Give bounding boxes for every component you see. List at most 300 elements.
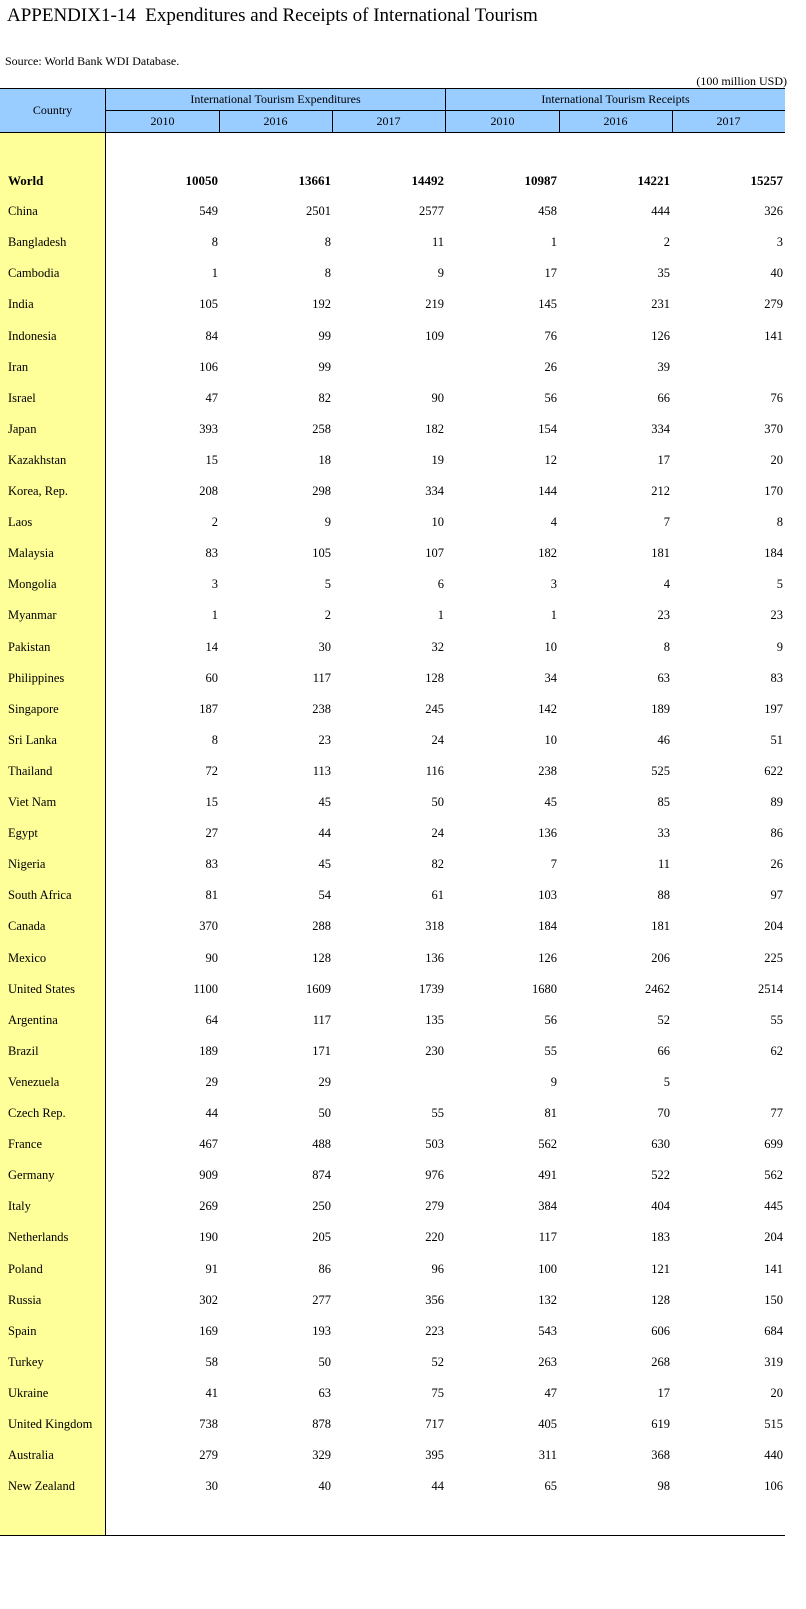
- value-cell: 30: [318, 639, 331, 654]
- value-cell: 197: [764, 701, 783, 716]
- value-cell: 268: [651, 1354, 670, 1369]
- value-cell: 874: [312, 1168, 331, 1183]
- value-cell: 23: [770, 608, 783, 623]
- table-row: [0, 1098, 785, 1129]
- value-cell: 356: [425, 1292, 444, 1307]
- value-cell: 97: [770, 888, 783, 903]
- value-cell: 29: [318, 1074, 331, 1089]
- country-name: World: [8, 173, 44, 188]
- value-cell: 9: [324, 515, 331, 530]
- value-cell: 128: [312, 950, 331, 965]
- country-name: Mexico: [8, 950, 47, 965]
- value-cell: 15: [205, 452, 218, 467]
- value-cell: 630: [651, 1137, 670, 1152]
- year-header-rec-2010: 2010: [446, 111, 559, 133]
- value-cell: 5: [776, 577, 783, 592]
- value-cell: 24: [431, 732, 444, 747]
- country-name: Australia: [8, 1448, 54, 1463]
- table-row: [0, 1160, 785, 1191]
- country-name: Iran: [8, 359, 29, 374]
- value-cell: 8: [211, 235, 218, 250]
- value-cell: 549: [199, 204, 218, 219]
- value-cell: 30: [205, 1479, 218, 1494]
- value-cell: 60: [205, 670, 218, 685]
- table-row: [0, 725, 785, 756]
- value-cell: 52: [657, 1012, 670, 1027]
- value-cell: 40: [770, 266, 783, 281]
- value-cell: 66: [657, 390, 670, 405]
- value-cell: 44: [205, 1106, 218, 1120]
- table-row: [0, 849, 785, 880]
- value-cell: 39: [657, 359, 670, 374]
- value-cell: 75: [431, 1385, 444, 1400]
- value-cell: 189: [651, 701, 670, 716]
- value-cell: 368: [651, 1448, 670, 1463]
- table-row: [0, 818, 785, 849]
- value-cell: 34: [544, 670, 557, 685]
- table-row: [0, 694, 785, 725]
- value-cell: 99: [318, 359, 331, 374]
- value-cell: 515: [764, 1417, 783, 1431]
- value-cell: 258: [312, 421, 331, 436]
- value-cell: 204: [764, 1230, 783, 1245]
- value-cell: 525: [651, 763, 670, 778]
- country-name: Pakistan: [8, 639, 51, 654]
- year-header-rec-2017: 2017: [672, 111, 785, 133]
- value-cell: 2501: [306, 204, 331, 219]
- value-cell: 334: [425, 484, 444, 498]
- value-cell: 132: [538, 1292, 557, 1307]
- value-cell: 90: [205, 950, 218, 965]
- value-cell: 622: [764, 763, 783, 778]
- value-cell: 181: [651, 546, 670, 561]
- value-cell: 66: [657, 1043, 670, 1058]
- table-row: [0, 445, 785, 476]
- value-cell: 279: [425, 1199, 444, 1214]
- value-cell: 106: [764, 1479, 783, 1494]
- value-cell: 238: [538, 763, 557, 778]
- value-cell: 17: [657, 452, 670, 467]
- value-cell: 106: [199, 359, 218, 374]
- value-cell: 105: [312, 546, 331, 561]
- value-cell: 82: [431, 857, 444, 872]
- value-cell: 230: [425, 1043, 444, 1058]
- value-cell: 395: [425, 1448, 444, 1463]
- value-cell: 116: [425, 763, 444, 778]
- value-cell: 90: [431, 390, 444, 405]
- value-cell: 170: [764, 484, 783, 498]
- value-cell: 24: [431, 826, 444, 841]
- value-cell: 3: [550, 577, 557, 592]
- value-cell: 182: [425, 421, 444, 436]
- table-row: [0, 569, 785, 600]
- value-cell: 5: [663, 1074, 670, 1089]
- country-name: India: [8, 297, 34, 312]
- value-cell: 54: [318, 888, 331, 903]
- value-cell: 393: [199, 421, 218, 436]
- country-name: Canada: [8, 919, 46, 934]
- value-cell: 89: [770, 795, 783, 809]
- value-cell: 136: [425, 950, 444, 965]
- value-cell: 204: [764, 919, 783, 934]
- header-divider: [332, 111, 333, 133]
- country-name: Czech Rep.: [8, 1106, 66, 1120]
- value-cell: 96: [431, 1261, 444, 1276]
- value-cell: 86: [770, 826, 783, 841]
- value-cell: 1: [550, 608, 557, 623]
- value-cell: 717: [425, 1417, 444, 1431]
- value-cell: 503: [425, 1137, 444, 1152]
- value-cell: 543: [538, 1323, 557, 1338]
- value-cell: 3: [776, 235, 783, 250]
- country-name: Laos: [8, 515, 33, 530]
- value-cell: 250: [312, 1199, 331, 1214]
- country-name: Thailand: [8, 763, 53, 778]
- country-name: Myanmar: [8, 608, 57, 623]
- value-cell: 29: [205, 1074, 218, 1089]
- value-cell: 64: [205, 1012, 218, 1027]
- country-name: Mongolia: [8, 577, 57, 592]
- value-cell: 88: [657, 888, 670, 903]
- value-cell: 231: [651, 297, 670, 312]
- value-cell: 40: [318, 1479, 331, 1494]
- value-cell: 370: [764, 421, 783, 436]
- value-cell: 319: [764, 1354, 783, 1369]
- value-cell: 10987: [524, 173, 557, 188]
- country-name: Sri Lanka: [8, 732, 57, 747]
- value-cell: 99: [318, 328, 331, 343]
- value-cell: 467: [199, 1137, 218, 1152]
- table-row: [0, 1409, 785, 1440]
- table-row: [0, 1254, 785, 1285]
- country-name: Singapore: [8, 701, 59, 716]
- country-name: South Africa: [8, 888, 72, 903]
- value-cell: 50: [318, 1106, 331, 1120]
- value-cell: 23: [657, 608, 670, 623]
- value-cell: 7: [663, 515, 670, 530]
- country-name: France: [8, 1137, 43, 1152]
- value-cell: 458: [538, 204, 557, 219]
- table-row: [0, 1067, 785, 1098]
- value-cell: 98: [657, 1479, 670, 1494]
- value-cell: 55: [431, 1106, 444, 1120]
- value-cell: 2514: [758, 981, 783, 996]
- table-row: [0, 1378, 785, 1409]
- value-cell: 225: [764, 950, 783, 965]
- country-name: Ukraine: [8, 1385, 49, 1400]
- value-cell: 142: [538, 701, 557, 716]
- table-row: [0, 258, 785, 289]
- value-cell: 154: [538, 421, 557, 436]
- value-cell: 47: [205, 390, 218, 405]
- value-cell: 121: [651, 1261, 670, 1276]
- value-cell: 405: [538, 1417, 557, 1431]
- value-cell: 189: [199, 1043, 218, 1058]
- table-row: [0, 600, 785, 631]
- value-cell: 187: [199, 701, 218, 716]
- value-cell: 26: [544, 359, 557, 374]
- value-cell: 9: [437, 266, 444, 281]
- value-cell: 223: [425, 1323, 444, 1338]
- header-divider: [219, 111, 220, 133]
- value-cell: 311: [538, 1448, 557, 1463]
- table-row: [0, 1005, 785, 1036]
- value-cell: 81: [205, 888, 218, 903]
- value-cell: 150: [764, 1292, 783, 1307]
- value-cell: 9: [550, 1074, 557, 1089]
- country-name: United Kingdom: [8, 1417, 93, 1431]
- value-cell: 491: [538, 1168, 557, 1183]
- value-cell: 184: [764, 546, 783, 561]
- value-cell: 1680: [532, 981, 557, 996]
- value-cell: 20: [770, 452, 783, 467]
- value-cell: 1: [550, 235, 557, 250]
- value-cell: 41: [205, 1385, 218, 1400]
- country-name: Venezuela: [8, 1074, 60, 1089]
- table-row: [0, 227, 785, 258]
- value-cell: 45: [544, 795, 557, 809]
- value-cell: 56: [544, 1012, 557, 1027]
- value-cell: 32: [431, 639, 444, 654]
- country-name: Germany: [8, 1168, 55, 1183]
- table-row: [0, 507, 785, 538]
- table-row: [0, 1191, 785, 1222]
- table-row: [0, 1471, 785, 1502]
- value-cell: 8: [324, 235, 331, 250]
- value-cell: 61: [431, 888, 444, 903]
- country-header: Country: [0, 89, 106, 133]
- receipts-header: International Tourism Receipts: [446, 89, 785, 111]
- country-name: China: [8, 204, 38, 219]
- table-row: [0, 663, 785, 694]
- value-cell: 219: [425, 297, 444, 312]
- value-cell: 404: [651, 1199, 670, 1214]
- value-cell: 83: [205, 857, 218, 872]
- value-cell: 8: [211, 732, 218, 747]
- country-name: Malaysia: [8, 546, 54, 561]
- value-cell: 10050: [185, 173, 218, 188]
- country-name: Turkey: [8, 1354, 44, 1369]
- table-row: [0, 1440, 785, 1471]
- country-name: Argentina: [8, 1012, 58, 1027]
- value-cell: 562: [538, 1137, 557, 1152]
- value-cell: 103: [538, 888, 557, 903]
- value-cell: 85: [657, 795, 670, 809]
- country-name: Poland: [8, 1261, 43, 1276]
- value-cell: 171: [312, 1043, 331, 1058]
- value-cell: 279: [199, 1448, 218, 1463]
- value-cell: 205: [312, 1230, 331, 1245]
- value-cell: 269: [199, 1199, 218, 1214]
- value-cell: 50: [318, 1354, 331, 1369]
- value-cell: 1: [437, 608, 444, 623]
- header-divider: [672, 111, 673, 133]
- value-cell: 76: [770, 390, 783, 405]
- value-cell: 2: [663, 235, 670, 250]
- value-cell: 35: [657, 266, 670, 281]
- value-cell: 279: [764, 297, 783, 312]
- value-cell: 13661: [298, 173, 331, 188]
- value-cell: 318: [425, 919, 444, 934]
- value-cell: 329: [312, 1448, 331, 1463]
- value-cell: 135: [425, 1012, 444, 1027]
- value-cell: 26: [770, 857, 783, 872]
- value-cell: 45: [318, 795, 331, 809]
- value-cell: 1: [211, 266, 218, 281]
- value-cell: 141: [764, 328, 783, 343]
- value-cell: 84: [205, 328, 218, 343]
- value-cell: 11: [657, 857, 670, 872]
- value-cell: 14221: [637, 173, 670, 188]
- value-cell: 1: [211, 608, 218, 623]
- value-cell: 6: [437, 577, 444, 592]
- value-cell: 193: [312, 1323, 331, 1338]
- value-cell: 14492: [411, 173, 444, 188]
- value-cell: 117: [538, 1230, 557, 1245]
- value-cell: 12: [544, 452, 557, 467]
- value-cell: 1100: [193, 981, 218, 996]
- country-name: Russia: [8, 1292, 42, 1307]
- source-note: Source: World Bank WDI Database.: [5, 54, 180, 68]
- value-cell: 117: [312, 670, 331, 685]
- value-cell: 145: [538, 297, 557, 312]
- value-cell: 2462: [645, 981, 670, 996]
- value-cell: 562: [764, 1168, 783, 1183]
- value-cell: 126: [538, 950, 557, 965]
- value-cell: 76: [544, 328, 557, 343]
- table-row: [0, 974, 785, 1005]
- value-cell: 14: [205, 639, 218, 654]
- year-header-exp-2010: 2010: [106, 111, 219, 133]
- value-cell: 245: [425, 701, 444, 716]
- expenditures-header: International Tourism Expenditures: [106, 89, 445, 111]
- value-cell: 128: [425, 670, 444, 685]
- table-row: [0, 911, 785, 942]
- value-cell: 7: [550, 857, 557, 872]
- value-cell: 298: [312, 484, 331, 498]
- value-cell: 55: [770, 1012, 783, 1027]
- country-name: Japan: [8, 421, 37, 436]
- value-cell: 8: [776, 515, 783, 530]
- value-cell: 52: [431, 1354, 444, 1369]
- value-cell: 878: [312, 1417, 331, 1431]
- value-cell: 909: [199, 1168, 218, 1183]
- value-cell: 46: [657, 732, 670, 747]
- value-cell: 47: [544, 1385, 557, 1400]
- value-cell: 56: [544, 390, 557, 405]
- value-cell: 11: [431, 235, 444, 250]
- value-cell: 2: [324, 608, 331, 623]
- value-cell: 15: [205, 795, 218, 809]
- value-cell: 212: [651, 484, 670, 498]
- value-cell: 45: [318, 857, 331, 872]
- value-cell: 277: [312, 1292, 331, 1307]
- value-cell: 8: [324, 266, 331, 281]
- country-name: Kazakhstan: [8, 452, 67, 467]
- value-cell: 238: [312, 701, 331, 716]
- value-cell: 82: [318, 390, 331, 405]
- value-cell: 141: [764, 1261, 783, 1276]
- country-name: Egypt: [8, 826, 38, 841]
- value-cell: 51: [770, 732, 783, 747]
- value-cell: 169: [199, 1323, 218, 1338]
- table-row: [0, 289, 785, 320]
- value-cell: 302: [199, 1292, 218, 1307]
- country-name: Spain: [8, 1323, 37, 1338]
- country-name: Philippines: [8, 670, 65, 685]
- country-name: Korea, Rep.: [8, 484, 69, 498]
- table-row: [0, 880, 785, 911]
- table-row: [0, 414, 785, 445]
- country-name: Brazil: [8, 1043, 39, 1058]
- table-row: [0, 1129, 785, 1160]
- table-row: [0, 476, 785, 507]
- value-cell: 17: [544, 266, 557, 281]
- value-cell: 334: [651, 421, 670, 436]
- country-name: United States: [8, 981, 76, 996]
- value-cell: 9: [776, 639, 783, 654]
- value-cell: 684: [764, 1323, 783, 1338]
- value-cell: 190: [199, 1230, 218, 1245]
- value-cell: 184: [538, 919, 557, 934]
- value-cell: 62: [770, 1043, 783, 1058]
- country-name: Indonesia: [8, 328, 57, 343]
- value-cell: 444: [651, 204, 670, 219]
- value-cell: 4: [550, 515, 557, 530]
- value-cell: 105: [199, 297, 218, 312]
- header-divider: [559, 111, 560, 133]
- country-name: Viet Nam: [8, 795, 57, 809]
- value-cell: 326: [764, 204, 783, 219]
- value-cell: 113: [312, 763, 331, 778]
- value-cell: 10: [544, 639, 557, 654]
- value-cell: 606: [651, 1323, 670, 1338]
- value-cell: 699: [764, 1137, 783, 1152]
- value-cell: 77: [770, 1106, 783, 1120]
- value-cell: 2577: [419, 204, 444, 219]
- value-cell: 4: [663, 577, 670, 592]
- value-cell: 15257: [750, 173, 783, 188]
- value-cell: 136: [538, 826, 557, 841]
- table-row: [0, 538, 785, 569]
- unit-note: (100 million USD): [696, 74, 787, 88]
- value-cell: 738: [199, 1417, 218, 1431]
- value-cell: 3: [211, 577, 218, 592]
- value-cell: 208: [199, 484, 218, 498]
- table-row: [0, 321, 785, 352]
- table-row: [0, 787, 785, 818]
- value-cell: 63: [318, 1385, 331, 1400]
- header-divider: [445, 89, 446, 133]
- value-cell: 488: [312, 1137, 331, 1152]
- value-cell: 86: [318, 1261, 331, 1276]
- year-header-exp-2017: 2017: [332, 111, 445, 133]
- table-row: [0, 1285, 785, 1316]
- value-cell: 220: [425, 1230, 444, 1245]
- year-header-exp-2016: 2016: [219, 111, 332, 133]
- table-row: [0, 1347, 785, 1378]
- table-row: [0, 1316, 785, 1347]
- year-header-rec-2016: 2016: [559, 111, 672, 133]
- value-cell: 58: [205, 1354, 218, 1369]
- value-cell: 23: [318, 732, 331, 747]
- value-cell: 33: [657, 826, 670, 841]
- value-cell: 8: [663, 639, 670, 654]
- value-cell: 440: [764, 1448, 783, 1463]
- value-cell: 619: [651, 1417, 670, 1431]
- value-cell: 83: [205, 546, 218, 561]
- country-name: Cambodia: [8, 266, 60, 281]
